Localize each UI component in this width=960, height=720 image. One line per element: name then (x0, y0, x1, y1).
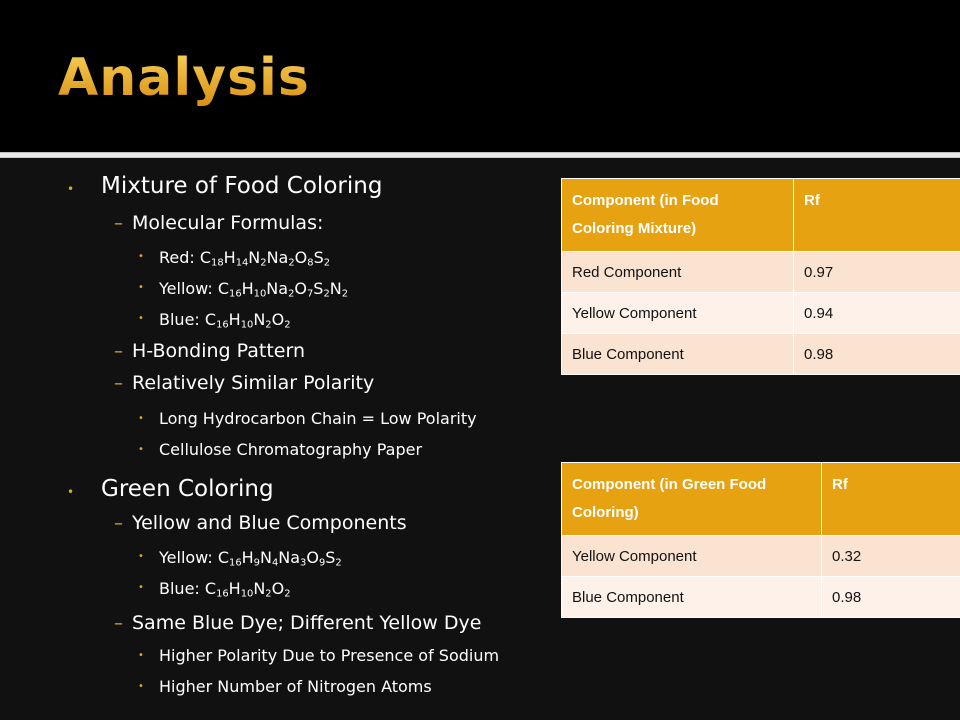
component-cell: Blue Component (562, 577, 822, 618)
formula-green-yellow-label: Yellow: (159, 548, 218, 567)
bullet-mixture: Mixture of Food Coloring (101, 173, 383, 199)
component-cell: Yellow Component (562, 536, 822, 577)
table-row (562, 334, 960, 375)
bullet-marker: • (138, 282, 144, 293)
table-header-row (562, 463, 960, 536)
formula-red-label: Red: (159, 248, 200, 267)
bullet-h-bonding: H-Bonding Pattern (132, 340, 306, 362)
formula-yellow-value: $C_{16}H_{10}Na_2O_7S_2N_2$ (217, 279, 349, 300)
column-header-rf: Rf (794, 179, 960, 252)
dash-marker: – (114, 373, 123, 394)
bullet-long-chain: Long Hydrocarbon Chain = Low Polarity (159, 409, 477, 428)
bullet-marker: • (138, 681, 144, 692)
formula-yellow (159, 279, 348, 298)
bullet-cellulose: Cellulose Chromatography Paper (159, 440, 423, 459)
column-header-component: Component (in Food Coloring Mixture) (562, 179, 794, 252)
component-cell: Red Component (562, 252, 794, 293)
formula-blue-value: $C_{16}H_{10}N_2O_2$ (204, 310, 291, 331)
bullet-marker: • (138, 444, 144, 455)
bullet-yellow-blue-components: Yellow and Blue Components (132, 512, 407, 534)
rf-cell: 0.32 (822, 536, 960, 577)
bullet-marker: • (138, 551, 144, 562)
column-header-rf: Rf (822, 463, 960, 536)
bullet-higher-polarity: Higher Polarity Due to Presence of Sodium (159, 646, 500, 665)
bullet-higher-nitrogen: Higher Number of Nitrogen Atoms (159, 677, 432, 696)
dash-marker: – (114, 513, 123, 534)
bullet-marker: • (138, 650, 144, 661)
dash-marker: – (114, 613, 123, 634)
rf-cell: 0.97 (794, 252, 960, 293)
dash-marker: – (114, 341, 123, 362)
table-row (562, 536, 960, 577)
formula-red-value: $C_{18}H_{14}N_2Na_2O_8S_2$ (199, 248, 331, 269)
column-header-component: Component (in Green Food Coloring) (562, 463, 822, 536)
rf-table-mixture (561, 178, 960, 375)
table-row (562, 293, 960, 334)
bullet-marker: • (138, 251, 144, 262)
rf-cell: 0.94 (794, 293, 960, 334)
dash-marker: – (114, 213, 123, 234)
table-header-row (562, 179, 960, 252)
component-cell: Blue Component (562, 334, 794, 375)
formula-green-yellow (159, 548, 342, 567)
formula-green-blue (159, 579, 291, 598)
bullet-marker: • (67, 182, 75, 196)
formula-red (159, 248, 330, 267)
rf-cell: 0.98 (794, 334, 960, 375)
table-row (562, 252, 960, 293)
formula-green-blue-label: Blue: (159, 579, 205, 598)
formula-blue-label: Blue: (159, 310, 205, 329)
bullet-marker: • (138, 582, 144, 593)
bullet-marker: • (138, 413, 144, 424)
formula-green-blue-value: $C_{16}H_{10}N_2O_2$ (204, 579, 291, 600)
formula-green-yellow-value: $C_{16}H_9N_4Na_3O_9S_2$ (217, 548, 342, 569)
formula-yellow-label: Yellow: (159, 279, 218, 298)
rf-table-green (561, 462, 960, 618)
bullet-molecular-formulas: Molecular Formulas: (132, 212, 324, 234)
formula-blue (159, 310, 291, 329)
component-cell: Yellow Component (562, 293, 794, 334)
slide-title: Analysis (58, 48, 310, 108)
rf-cell: 0.98 (822, 577, 960, 618)
bullet-marker: • (67, 485, 75, 499)
bullet-green: Green Coloring (101, 476, 274, 502)
bullet-similar-polarity: Relatively Similar Polarity (132, 372, 375, 394)
table-row (562, 577, 960, 618)
bullet-marker: • (138, 313, 144, 324)
bullet-same-blue: Same Blue Dye; Different Yellow Dye (132, 612, 482, 634)
